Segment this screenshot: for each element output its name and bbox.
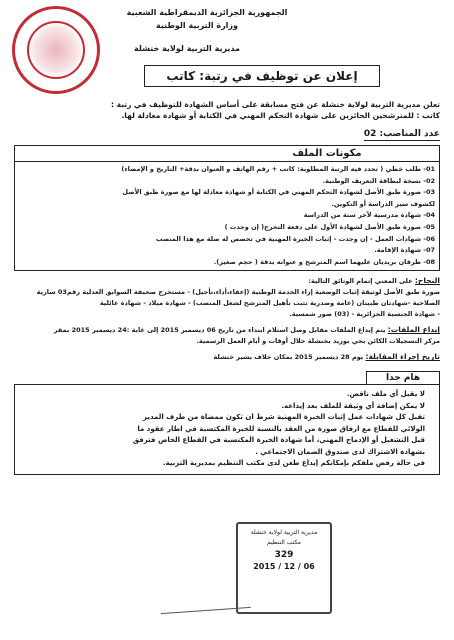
stamp-date: 2015 / 12 / 06 bbox=[253, 562, 315, 571]
republic-name: الجمهورية الجزائرية الديمقراطية الشعبية bbox=[126, 8, 288, 17]
success-line: صورة طبق الأصل لوثيقة إثبات الوضعية إزاء الخدمة الوطنية (إعفاء،أداء،تأجيل) - مستخرج صحيفة السوابق العدلية رقم03 سارية bbox=[36, 288, 440, 297]
posts-count: عدد المناصب: 02 bbox=[363, 129, 440, 139]
important-item: بشهادة الاشتراك لدى صندوق الضمان الاجتماعي . bbox=[255, 447, 425, 456]
file-item: 07- شهادة الإقامة. bbox=[374, 246, 435, 255]
interview-label: تاريخ إجراء المقابلة: bbox=[365, 352, 440, 362]
deposit-label: إيداع الملفات: bbox=[387, 325, 440, 335]
file-item: 05- صورة طبق الأصل لشهادة الأول على دفعة التخرج( إن وجدت ) bbox=[224, 222, 435, 231]
important-item: تقبل كل شهادات عمل إثبات الخبرة المهنية شرط ان تكون ممضاة من طرف المدير bbox=[142, 413, 425, 422]
file-items-box bbox=[14, 161, 440, 271]
important-item: لا يقبل أي ملف ناقص. bbox=[346, 390, 425, 399]
stamp-line: مديرية التربية لولاية خنشلة bbox=[250, 529, 318, 536]
deposit-line: يتم إيداع الملفات مقابل وصل استلام ابتداء من تاريخ 06 ديسمبر 2015 إلى غاية :24 ديسمبر 2015 بمقر bbox=[53, 326, 386, 335]
deposit-section bbox=[14, 324, 440, 347]
file-item: 01- طلب خطي ( تحدد فيه الرتبة المطلوبة: كاتب + رقم الهاتف و العنوان بدقة+ التاريخ و الإمضاء) bbox=[121, 165, 435, 173]
stamp-number: 329 bbox=[274, 550, 294, 560]
important-item: قبل التشغيل أو الإدماج المهني، أما شهادة الخبرة المكتسبة في القطاع الخاص فترفق bbox=[132, 436, 425, 445]
registration-stamp bbox=[236, 522, 332, 614]
stamp-line: مكتب التنظيم bbox=[267, 539, 301, 546]
directorate-name: مديرية التربية لولاية خنشلة bbox=[134, 44, 240, 53]
interview-text: يوم 28 ديسمبر 2015 بمكان خلاف بشير خنشلة bbox=[213, 353, 364, 362]
important-title: هام جدا bbox=[366, 371, 440, 384]
file-item: 04- شهادة مدرسية لآخر سنة من الدراسة bbox=[303, 211, 435, 220]
file-item: 02- نسخة لبطاقة التعريف الوطنية. bbox=[322, 176, 435, 185]
intro-line: تعلن مديرية التربية لولاية خنشلة عن فتح مسابقة على أساس الشهادة للتوظيف في رتبة : bbox=[111, 100, 440, 109]
intro-text bbox=[14, 99, 440, 121]
important-item: الولائي للقطاع مع ارفاق صورة من العقد بالنسبة للخبرة المكتسبة في اطار عقود ما bbox=[137, 424, 425, 433]
important-item: في حالة رفض ملفكم بإمكانكم إيداع طعن لدى مكتب التنظيم بمديرية التربية. bbox=[162, 459, 425, 468]
file-section-title: مكونات الملف bbox=[14, 145, 440, 161]
file-item: 03- صورة طبق الأصل لشهادة التحكم المهني في الكتابة أو شهادة معادلة لها مع صورة طبق الأصل bbox=[122, 188, 435, 197]
announcement-title: إعلان عن توظيف في رتبة: كاتب bbox=[144, 65, 380, 87]
file-item: 06- شهادات العمل - إن وجدت - إثبات الخبرة المهنية في تخصص له صلة مع هذا المنصب bbox=[155, 234, 435, 243]
success-section bbox=[14, 275, 440, 320]
interview-section bbox=[14, 351, 440, 363]
important-box bbox=[14, 384, 440, 475]
deposit-line: مركز التسجيلات الكائن بحي بوزيد بخنشلة خلال أوقات و أيام العمل الرسمية. bbox=[196, 337, 440, 346]
intro-line: كاتب : للمترشحين الحائزين على شهادة التحكم المهني في الكتابة أو شهادة معادلة لها. bbox=[121, 111, 440, 120]
file-item: 08- ظرفان بريديان عليهما اسم المترشح و عنوانه بدقة ( حجم صغير). bbox=[213, 257, 435, 266]
important-item: لا يمكن إضافة أي وثيقة للملف بعد إيداعه. bbox=[281, 401, 425, 410]
success-line: على المعني إتمام الوثائق التالية: bbox=[308, 277, 413, 286]
success-label: النجاح: bbox=[414, 276, 440, 286]
success-line: - شهادة الجنسية الجزائرية - (03) صور شمسية. bbox=[289, 310, 440, 319]
official-seal bbox=[12, 6, 100, 94]
ministry-name: وزارة التربية الوطنية bbox=[155, 21, 238, 30]
success-line: الصلاحية -شهادتان طبيتان (عامة وصدرية تثبت تأهيل المترشح لشغل المنصب) - شهادة ميلاد - شهادة عائلية bbox=[99, 299, 440, 308]
file-item: لكشوف سير الدراسة أو التكوين. bbox=[331, 199, 435, 208]
